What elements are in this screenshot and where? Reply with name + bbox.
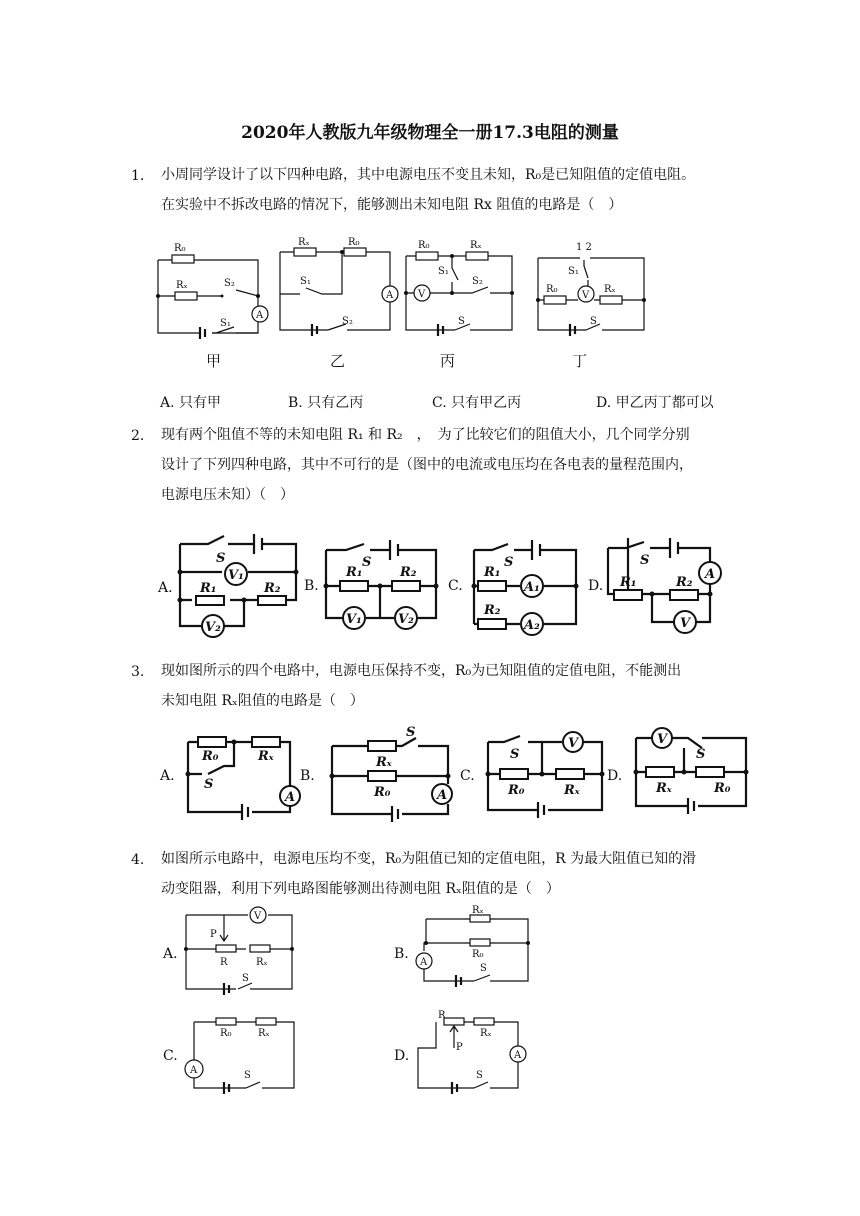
label-r0: R₀ xyxy=(220,1028,232,1039)
label-s: S xyxy=(242,973,249,984)
label-r0: R₀ xyxy=(472,949,484,960)
label-rx: Rₓ xyxy=(258,1028,270,1039)
voltmeter-label: V xyxy=(582,290,590,301)
label-p: P xyxy=(456,1042,463,1053)
q2-circuit-a xyxy=(172,530,302,640)
question-4-number: 4. xyxy=(131,852,145,868)
label-s: S xyxy=(504,555,514,570)
label-r0: R₀ xyxy=(546,284,558,295)
label-r0: R₀ xyxy=(418,240,430,251)
q1-option-c[interactable]: C. 只有甲乙丙 xyxy=(432,395,522,411)
resistor-r0 xyxy=(344,248,366,256)
question-2-line-3: 电源电压未知）（ ） xyxy=(161,487,294,503)
resistor-rx xyxy=(368,741,396,751)
voltmeter-v2-label: V₂ xyxy=(398,612,414,627)
resistor-r1 xyxy=(478,581,506,591)
resistor-rx xyxy=(474,1018,494,1025)
label-s2: S₂ xyxy=(342,316,353,327)
label-rx: Rₓ xyxy=(258,749,274,764)
question-3-text xyxy=(161,656,841,716)
voltmeter-v1-label: V₁ xyxy=(228,568,244,583)
voltmeter-label: V xyxy=(568,736,579,751)
resistor-r1 xyxy=(340,581,368,591)
label-rx: Rₓ xyxy=(256,957,268,968)
resistor-r0 xyxy=(368,771,396,781)
question-1-line-2: 在实验中不拆改电路的情况下，能够测出未知电阻 Rx 阻值的电路是（ ） xyxy=(161,197,623,213)
label-s1: S₁ xyxy=(568,266,579,277)
question-2-line-2: 设计了下列四种电路，其中不可行的是（图中的电流或电压均在各电表的量程范围内， xyxy=(161,457,693,473)
q4-circuit-b xyxy=(410,905,540,995)
caption-yi: 乙 xyxy=(330,352,346,370)
label-s: S xyxy=(590,316,597,327)
q2-option-c-letter[interactable]: C. xyxy=(448,578,463,594)
q4-option-b-letter[interactable]: B. xyxy=(394,946,409,962)
resistor-r1 xyxy=(614,590,642,600)
label-r2: R₂ xyxy=(264,581,281,596)
q3-option-d-letter[interactable]: D. xyxy=(607,768,623,784)
q4-option-d-letter[interactable]: D. xyxy=(394,1048,410,1064)
q3-circuit-b xyxy=(322,725,462,823)
resistor-r0 xyxy=(470,939,490,946)
q2-option-a-letter[interactable]: A. xyxy=(158,580,173,596)
question-3-line-1: 现如图所示的四个电路中，电源电压保持不变，R₀为已知阻值的定值电阻，不能测出 xyxy=(161,663,682,679)
resistor-r0 xyxy=(544,296,566,304)
resistor-rx xyxy=(470,915,490,922)
caption-bing: 丙 xyxy=(440,352,456,370)
resistor-rx xyxy=(600,296,622,304)
ammeter-label: A xyxy=(256,310,264,321)
resistor-rx xyxy=(252,737,280,747)
resistor-r0 xyxy=(216,1018,236,1025)
question-2-line-1: 现有两个阻值不等的未知电阻 R₁ 和 R₂ ， 为了比较它们的阻值大小，几个同学分别 xyxy=(161,427,690,443)
label-p: P xyxy=(210,929,217,940)
label-rx: Rₓ xyxy=(480,1028,492,1039)
label-rx: Rₓ xyxy=(564,783,580,798)
ammeter-label: A xyxy=(437,788,448,803)
label-r0: R₀ xyxy=(202,749,219,764)
voltmeter-v2-label: V₂ xyxy=(205,620,221,635)
rheostat-r xyxy=(216,945,236,952)
label-rx: Rₓ xyxy=(176,280,188,291)
voltmeter-v1-label: V₁ xyxy=(346,612,362,627)
ammeter-label: A xyxy=(514,1050,522,1061)
resistor-r0 xyxy=(172,255,194,263)
resistor-r0 xyxy=(696,767,724,777)
resistor-rx xyxy=(294,248,316,256)
voltmeter-label: V xyxy=(254,911,262,922)
question-2-text xyxy=(161,420,841,510)
resistor-rx xyxy=(250,945,270,952)
q3-option-b-letter[interactable]: B. xyxy=(300,768,315,784)
question-3-line-2: 未知电阻 Rₓ阻值的电路是（ ） xyxy=(161,693,364,709)
resistor-rx xyxy=(646,767,674,777)
question-1-text xyxy=(161,160,841,220)
label-r: R xyxy=(438,1010,446,1021)
page-title: 2020年人教版九年级物理全一册17.3电阻的测量 xyxy=(241,123,619,143)
q2-circuit-c xyxy=(462,538,587,638)
label-s: S xyxy=(216,551,226,566)
label-r0: R₀ xyxy=(714,781,731,796)
q3-option-c-letter[interactable]: C. xyxy=(460,768,475,784)
label-r2: R₂ xyxy=(484,603,501,618)
label-rx: Rₓ xyxy=(472,905,484,916)
question-2-number: 2. xyxy=(131,428,145,444)
caption-ding: 丁 xyxy=(572,352,588,370)
label-switch-pos: 1 2 xyxy=(576,242,592,253)
q4-option-c-letter[interactable]: C. xyxy=(163,1048,178,1064)
label-r1: R₁ xyxy=(484,565,501,580)
label-s: S xyxy=(244,1070,251,1081)
resistor-r2 xyxy=(392,581,420,591)
label-r1: R₁ xyxy=(620,575,637,590)
question-1-number: 1. xyxy=(131,168,145,184)
q1-option-b[interactable]: B. 只有乙丙 xyxy=(288,395,364,411)
label-s1: S₁ xyxy=(220,318,231,329)
question-4-text xyxy=(161,844,841,904)
label-r2: R₂ xyxy=(400,565,417,580)
label-r0: R₀ xyxy=(374,785,391,800)
label-r0: R₀ xyxy=(348,237,360,248)
ammeter-label: A xyxy=(190,1065,198,1076)
resistor-r0 xyxy=(198,737,226,747)
label-r1: R₁ xyxy=(200,581,217,596)
label-r0: R₀ xyxy=(508,783,525,798)
q3-circuit-d xyxy=(628,724,758,819)
label-r1: R₁ xyxy=(346,565,363,580)
label-rx: Rₓ xyxy=(376,755,392,770)
resistor-r0 xyxy=(416,252,438,260)
q4-circuit-c xyxy=(180,1014,305,1094)
resistor-rx xyxy=(466,252,488,260)
question-4-line-1: 如图所示电路中，电源电压均不变，R₀为阻值已知的定值电阻，R 为最大阻值已知的滑 xyxy=(161,851,697,867)
voltmeter-label: V xyxy=(657,732,668,747)
q1-circuit-ding xyxy=(532,238,652,343)
ammeter-label: A xyxy=(285,790,296,805)
q4-option-a-letter[interactable]: A. xyxy=(163,946,178,962)
label-s2: S₂ xyxy=(224,278,235,289)
q1-circuit-bing xyxy=(400,238,525,343)
label-s: S xyxy=(406,725,416,740)
ammeter-label: A xyxy=(705,567,716,582)
label-r0: R₀ xyxy=(174,243,186,254)
label-s: S xyxy=(362,555,372,570)
question-4-line-2: 动变阻器，利用下列电路图能够测出待测电阻 Rₓ阻值的是（ ） xyxy=(161,881,560,897)
resistor-rx xyxy=(256,1018,276,1025)
label-rx: Rₓ xyxy=(656,781,672,796)
q3-circuit-a xyxy=(178,730,303,820)
q3-circuit-c xyxy=(482,728,612,823)
resistor-r2 xyxy=(258,596,286,605)
resistor-r1 xyxy=(196,596,224,605)
q1-option-a[interactable]: A. 只有甲 xyxy=(160,395,222,411)
ammeter-label: A xyxy=(386,290,394,301)
q2-option-b-letter[interactable]: B. xyxy=(304,578,319,594)
label-s: S xyxy=(640,553,650,568)
question-3-number: 3. xyxy=(131,664,145,680)
label-rx: Rₓ xyxy=(298,237,310,248)
label-s1: S₁ xyxy=(438,266,449,277)
resistor-r2 xyxy=(478,619,506,629)
resistor-rx xyxy=(175,292,197,300)
q2-option-d-letter[interactable]: D. xyxy=(588,578,604,594)
resistor-rx xyxy=(556,769,584,779)
q1-circuit-jia xyxy=(150,238,270,343)
voltmeter-label: V xyxy=(418,289,426,300)
label-s: S xyxy=(458,316,465,327)
q4-circuit-d xyxy=(410,1010,540,1095)
rheostat-r xyxy=(444,1018,464,1025)
label-r: R xyxy=(220,957,228,968)
ammeter-label: A xyxy=(420,957,428,968)
q1-option-d[interactable]: D. 甲乙丙丁都可以 xyxy=(596,395,714,411)
label-s: S xyxy=(204,777,214,792)
q1-circuit-yi xyxy=(272,238,402,343)
q4-circuit-a xyxy=(180,905,300,995)
label-r2: R₂ xyxy=(676,575,693,590)
q2-circuit-d xyxy=(602,532,727,637)
label-s: S xyxy=(510,747,520,762)
label-s: S xyxy=(476,1070,483,1081)
label-s: S xyxy=(696,747,706,762)
label-rx: Rₓ xyxy=(604,284,616,295)
label-s1: S₁ xyxy=(300,276,311,287)
caption-jia: 甲 xyxy=(206,352,222,370)
label-s: S xyxy=(480,963,487,974)
question-1-line-1: 小周同学设计了以下四种电路，其中电源电压不变且未知，R₀是已知阻值的定值电阻。 xyxy=(161,167,696,183)
resistor-r2 xyxy=(670,590,698,600)
q2-circuit-b xyxy=(318,538,448,638)
ammeter-a2-label: A₂ xyxy=(524,618,540,633)
resistor-r0 xyxy=(500,769,528,779)
q3-option-a-letter[interactable]: A. xyxy=(160,768,175,784)
label-rx: Rₓ xyxy=(470,240,482,251)
voltmeter-label: V xyxy=(680,616,691,631)
question-1-options xyxy=(0,392,860,412)
ammeter-a1-label: A₁ xyxy=(524,580,540,595)
label-s2: S₂ xyxy=(472,276,483,287)
